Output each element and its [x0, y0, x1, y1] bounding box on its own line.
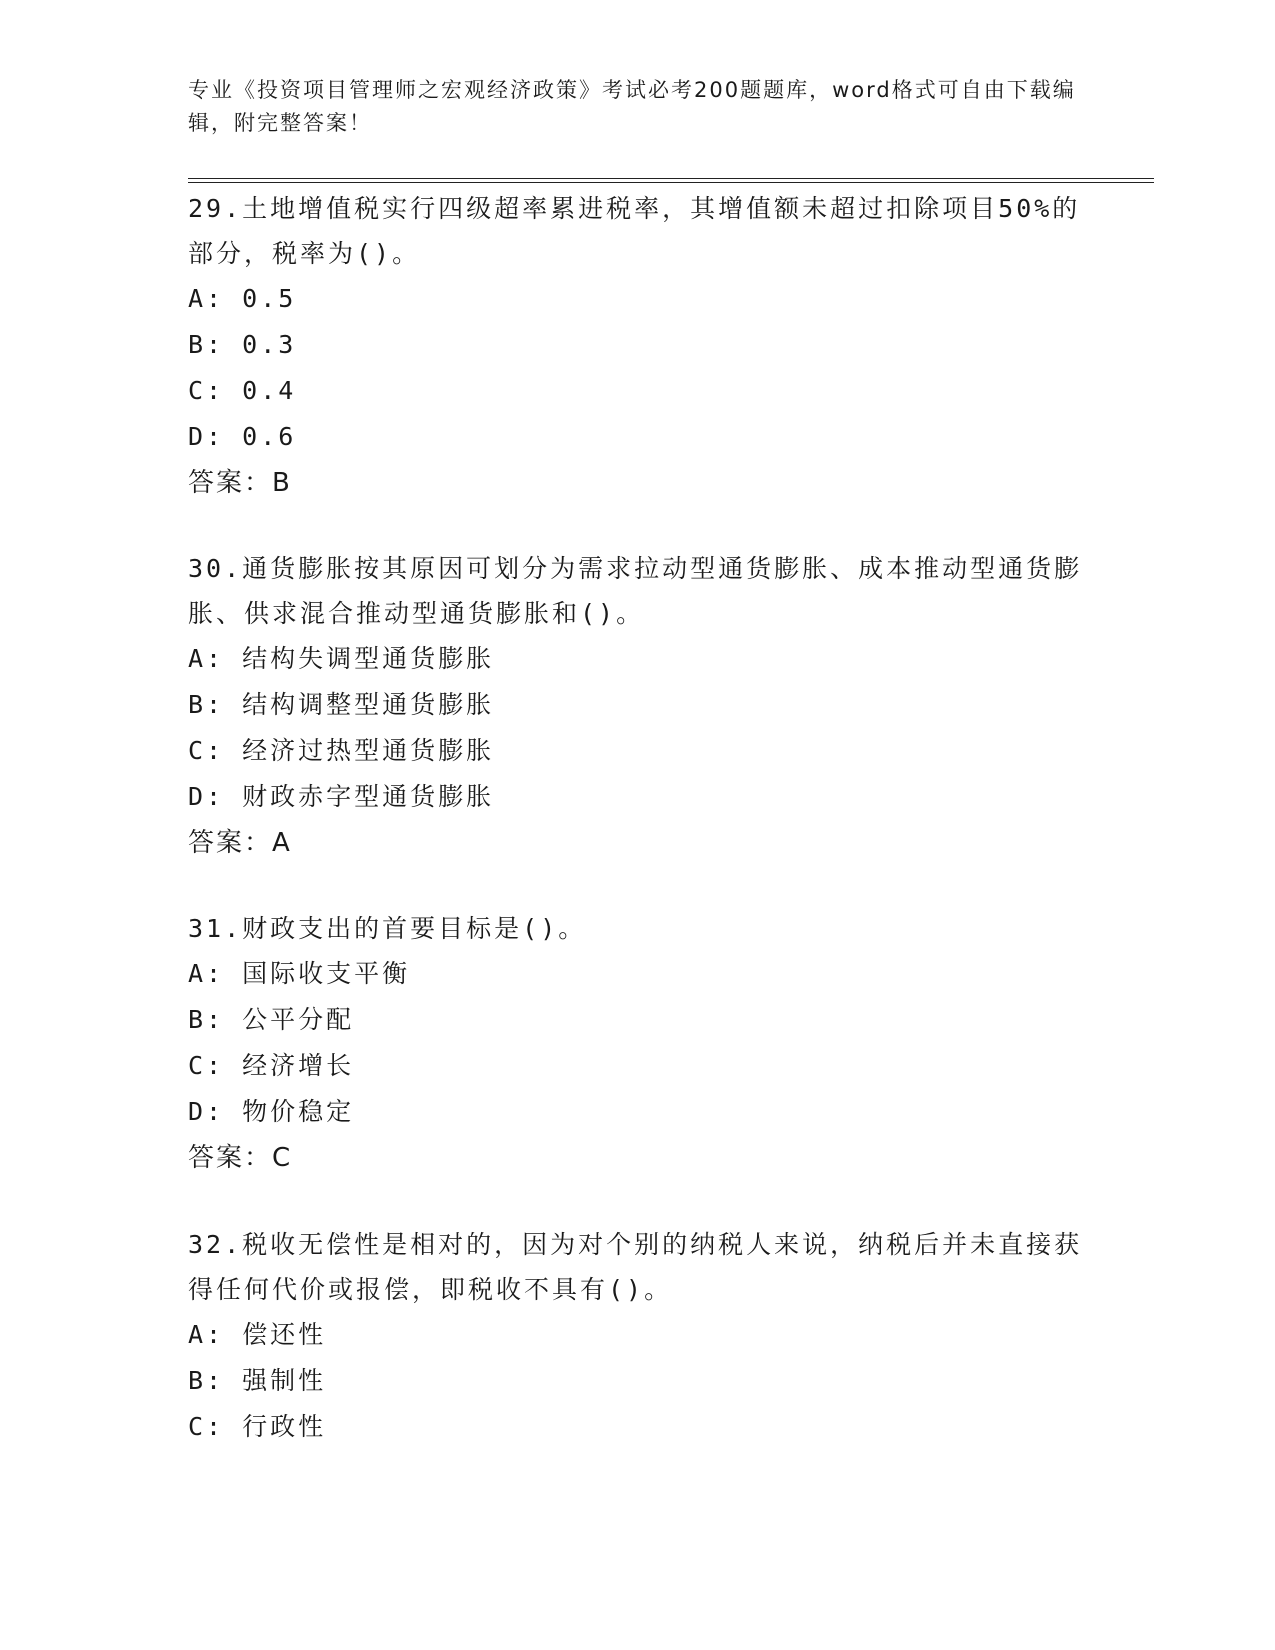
question-31	[188, 906, 1088, 1181]
option-c: C: 0.4	[188, 376, 297, 405]
option-a: A: 偿还性	[188, 1320, 327, 1349]
document-header: 专业《投资项目管理师之宏观经济政策》考试必考200题题库，word格式可自由下载编辑，附完整答案！	[188, 78, 1076, 135]
option-a: A: 0.5	[188, 284, 297, 313]
option-c: C: 经济过热型通货膨胀	[188, 736, 495, 765]
option-c: C: 经济增长	[188, 1051, 355, 1080]
question-29	[188, 186, 1088, 506]
header-divider-bottom	[188, 182, 1154, 183]
option-b: B: 结构调整型通货膨胀	[188, 690, 495, 719]
option-b: B: 强制性	[188, 1366, 327, 1395]
option-d: D: 0.6	[188, 422, 297, 451]
answer: 答案：C	[188, 1143, 293, 1173]
question-30	[188, 546, 1088, 866]
option-c: C: 行政性	[188, 1412, 327, 1441]
question-32	[188, 1222, 1088, 1450]
question-text: 31.财政支出的首要目标是()。	[188, 914, 587, 943]
question-text: 30.通货膨胀按其原因可划分为需求拉动型通货膨胀、成本推动型通货膨胀、供求混合推动型通货膨胀和()。	[188, 554, 1083, 628]
answer: 答案：B	[188, 468, 292, 498]
answer: 答案：A	[188, 828, 292, 858]
option-b: B: 公平分配	[188, 1005, 355, 1034]
option-a: A: 结构失调型通货膨胀	[188, 644, 495, 673]
option-a: A: 国际收支平衡	[188, 959, 411, 988]
option-d: D: 财政赤字型通货膨胀	[188, 782, 495, 811]
question-text: 32.税收无偿性是相对的，因为对个别的纳税人来说，纳税后并未直接获得任何代价或报偿，即税收不具有()。	[188, 1230, 1083, 1304]
question-text: 29.土地增值税实行四级超率累进税率，其增值额未超过扣除项目50%的部分，税率为()。	[188, 194, 1081, 268]
header-divider-top	[188, 178, 1154, 179]
option-b: B: 0.3	[188, 330, 297, 359]
option-d: D: 物价稳定	[188, 1097, 355, 1126]
